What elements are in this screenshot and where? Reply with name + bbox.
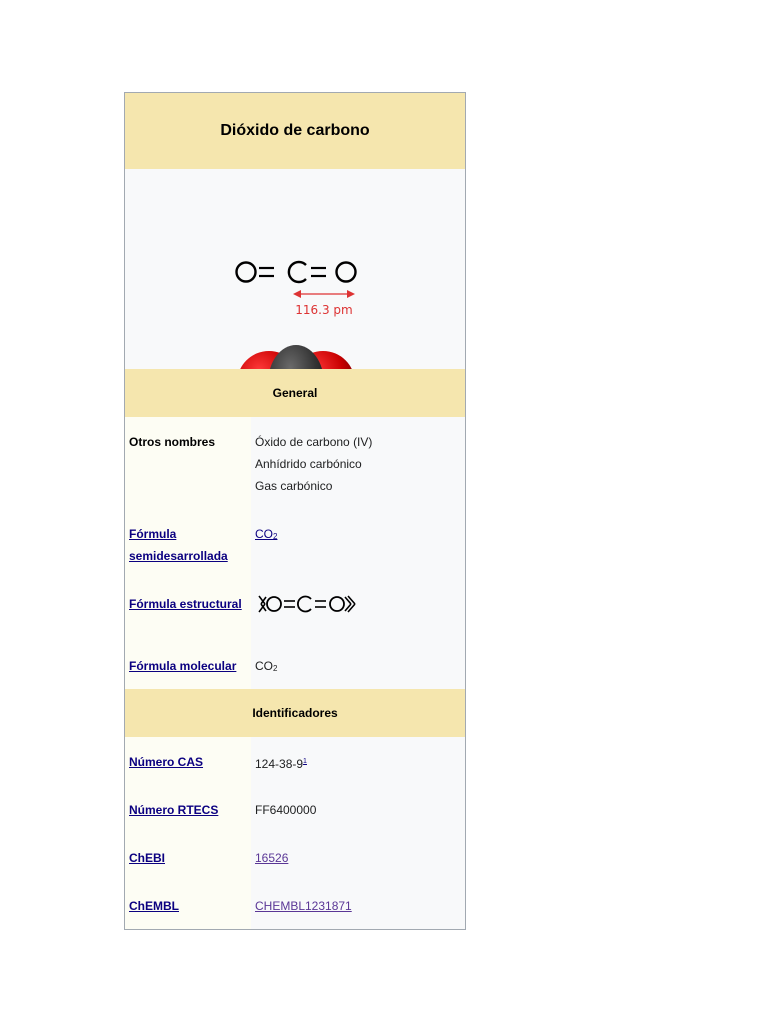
chembl-value: [255, 895, 465, 917]
row-formula-estructural: [125, 579, 465, 641]
otros-nombres-label: Otros nombres: [125, 417, 251, 511]
section-identificadores-label: Identificadores: [252, 706, 338, 720]
numero-cas-link[interactable]: Número CAS: [129, 755, 204, 769]
space-filling-model: [237, 345, 355, 369]
formula-estructural-label: [125, 579, 251, 641]
chebi-value: [255, 847, 465, 869]
chemical-infobox: [124, 92, 466, 930]
formula-semidesarrollada-label: [125, 511, 251, 579]
infobox-title-text: Dióxido de carbono: [220, 122, 370, 139]
otros-nombre-item: Anhídrido carbónico: [255, 457, 362, 471]
formula-molecular-value: $CO_2$: [255, 659, 278, 673]
chebi-id-link[interactable]: 16526: [255, 851, 289, 865]
formula-estructural-value: [255, 579, 465, 636]
infobox-title: [125, 93, 465, 169]
numero-rtecs-link[interactable]: Número RTECS: [129, 803, 219, 817]
numero-cas-label: [125, 737, 251, 785]
row-formula-semidesarrollada: [125, 511, 465, 579]
row-chebi: [125, 833, 465, 881]
row-numero-cas: [125, 737, 465, 785]
formula-semidesarrollada-value: [255, 523, 465, 548]
otros-nombre-item: Óxido de carbono (IV): [255, 435, 373, 449]
chebi-label: [125, 833, 251, 881]
numero-rtecs-label: [125, 785, 251, 833]
formula-estructural-link[interactable]: Fórmula estructural: [129, 597, 242, 611]
formula-molecular-label: [125, 641, 251, 689]
chebi-link[interactable]: ChEBI: [129, 851, 165, 865]
chembl-id-link[interactable]: CHEMBL1231871: [255, 899, 352, 913]
chembl-link[interactable]: ChEMBL: [129, 899, 179, 913]
row-formula-molecular: [125, 641, 465, 689]
otros-nombre-item: Gas carbónico: [255, 479, 333, 493]
formula-molecular-link[interactable]: Fórmula molecular: [129, 659, 237, 673]
row-numero-rtecs: [125, 785, 465, 833]
section-identificadores: [125, 689, 465, 737]
otros-nombres-value: [255, 431, 465, 497]
row-otros-nombres: [125, 417, 465, 511]
chembl-label: [125, 881, 251, 929]
row-chembl: [125, 881, 465, 929]
section-general: [125, 369, 465, 417]
lewis-structure-image: [125, 169, 467, 369]
cas-reference-link[interactable]: 1: [303, 758, 307, 765]
molecule-images: [125, 169, 465, 369]
section-general-label: General: [272, 386, 318, 400]
structural-formula-image: [255, 579, 365, 629]
numero-cas-value: 124-38-9$^1$: [255, 757, 307, 771]
co2-link[interactable]: $CO_2$: [255, 527, 278, 541]
formula-semidesarrollada-link[interactable]: Fórmula semidesarrollada: [129, 527, 228, 563]
bond-length-label: 116.3 pm: [295, 303, 353, 317]
numero-rtecs-value: FF6400000: [255, 803, 317, 817]
